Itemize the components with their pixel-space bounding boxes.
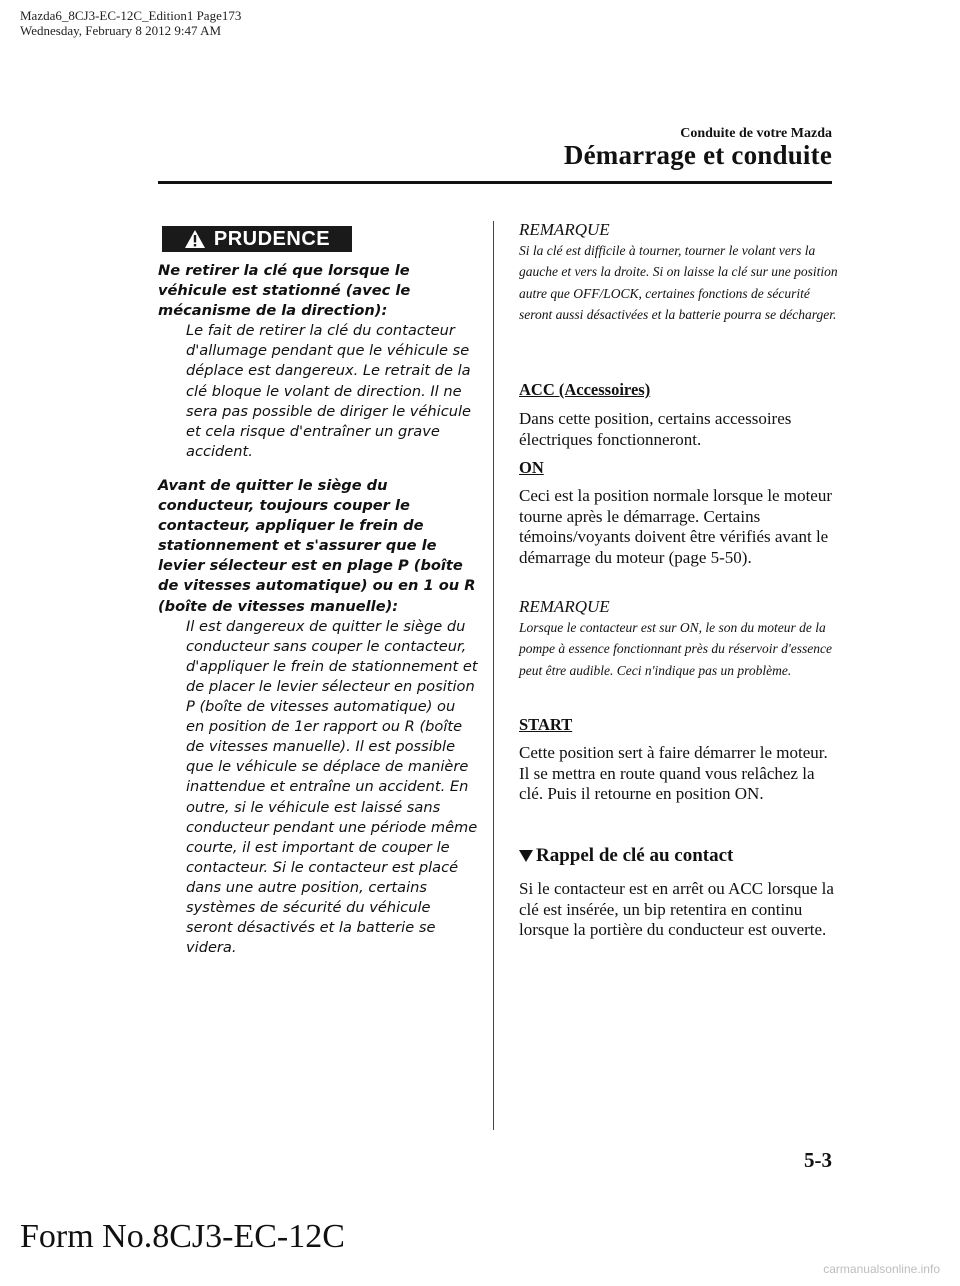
start-text: Cette position sert à faire démarrer le moteur. Il se mettra en route quand vous relâchez la clé. Puis il retourne en position ON. [519, 743, 828, 804]
remark-1 [519, 220, 839, 326]
start-section [519, 715, 839, 805]
remark-2 [519, 597, 839, 681]
column-divider [493, 221, 494, 1130]
start-heading: START [519, 715, 573, 734]
triangle-down-icon [519, 850, 533, 862]
print-metadata-line2: Wednesday, February 8 2012 9:47 AM [20, 23, 222, 38]
form-number: Form No.8CJ3-EC-12C [20, 1218, 345, 1255]
caution-banner [162, 226, 352, 252]
on-section [519, 458, 839, 568]
acc-section [519, 380, 839, 450]
remark-2-title: REMARQUE [519, 597, 610, 616]
warning-icon [184, 229, 206, 249]
watermark: carmanualsonline.info [823, 1262, 940, 1276]
caution-item-2 [158, 476, 478, 958]
chapter-title: Démarrage et conduite [563, 140, 832, 170]
caution-item-2-heading: Avant de quitter le siège du conducteur, toujours couper le contacteur, appliquer le frein de stationnement et s'assurer que le levier sélecteur est en plage P (boîte de vitesses automatique) ou en 1 ou R (boîte de vitesses manuelle): [158, 477, 476, 615]
remark-1-title: REMARQUE [519, 220, 610, 239]
section-title: Conduite de votre Mazda [680, 126, 832, 141]
key-reminder-text: Si le contacteur est en arrêt ou ACC lorsque la clé est insérée, un bip retentira en continu lorsque la portière du conducteur est ouverte. [519, 879, 834, 940]
caution-item-1-body: Le fait de retirer la clé du contacteur d'allumage pendant que le véhicule se déplace est dangereux. Le retrait de la clé bloque le volant de direction. Il ne sera pas possible de diriger le véhicule et cela risque d'entraîner un grave accident. [186, 322, 472, 460]
on-text: Ceci est la position normale lorsque le moteur tourne après le démarrage. Certains témoins/voyants doivent être vérifiés avant le démarrage du moteur (page 5-50). [519, 486, 833, 567]
remark-2-text: Lorsque le contacteur est sur ON, le son du moteur de la pompe à essence fonctionnant près du réservoir d'essence peut être audible. Ceci n'indique pas un problème. [519, 620, 832, 678]
caution-label: PRUDENCE [213, 227, 331, 250]
remark-1-text: Si la clé est difficile à tourner, tourner le volant vers la gauche et vers la droite. Si on laisse la clé sur une position autre que OFF/LOCK, certaines fonctions de sécurité seront aussi désactivées et la batterie pourra se décharger. [519, 243, 838, 323]
key-reminder-heading [519, 845, 839, 867]
print-metadata [20, 8, 241, 38]
caution-item-1 [158, 261, 478, 462]
acc-heading: ACC (Accessoires) [519, 380, 651, 399]
key-reminder-heading-text: Rappel de clé au contact [536, 845, 734, 866]
caution-item-1-heading: Ne retirer la clé que lorsque le véhicule est stationné (avec le mécanisme de la direction): [158, 262, 411, 320]
key-reminder-section [519, 845, 839, 941]
page-number: 5-3 [804, 1148, 832, 1172]
acc-text: Dans cette position, certains accessoires électriques fonctionneront. [519, 409, 792, 449]
caution-item-2-body: Il est dangereux de quitter le siège du conducteur sans couper le contacteur, d'appliquer le frein de stationnement et de placer le levier sélecteur en position P (boîte de vitesses automatique) ou en position de 1er rapport ou R (boîte de vitesses manuelle). Il est possible que le véhicule se déplace de manière inattendue et entraîne un accident. En outre, si le véhicule est laissé sans conducteur pendant une période même courte, il est important de couper le contacteur. Si le contacteur est placé dans une autre position, certains systèmes de sécurité du véhicule seront désactivés et la batterie se videra. [186, 617, 478, 957]
header-rule [158, 181, 832, 184]
on-heading: ON [519, 458, 544, 477]
print-metadata-line1: Mazda6_8CJ3-EC-12C_Edition1 Page173 [20, 8, 242, 23]
